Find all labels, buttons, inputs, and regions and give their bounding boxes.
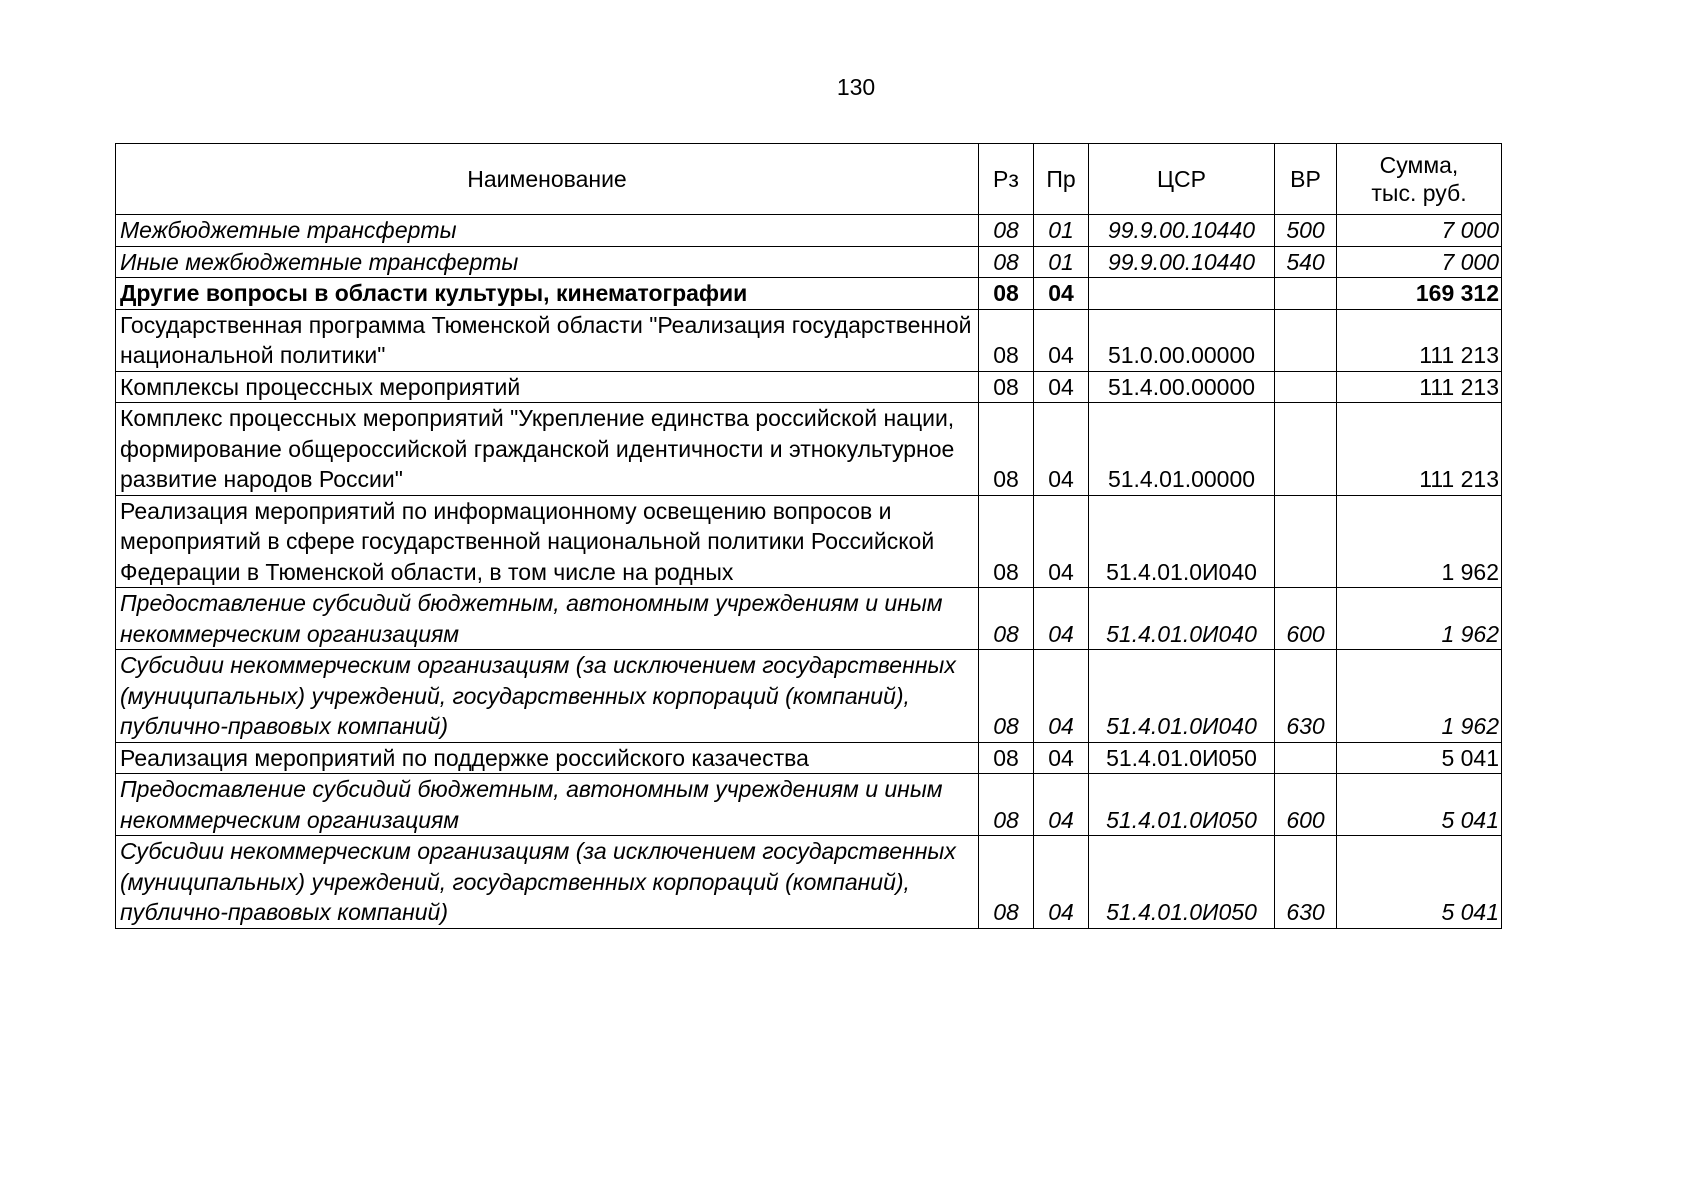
table-row <box>116 742 1502 774</box>
table-body <box>116 215 1502 929</box>
cell-csr: 99.9.00.10440 <box>1089 246 1275 278</box>
cell-csr: 51.4.01.0И040 <box>1089 495 1275 588</box>
cell-vr: 600 <box>1275 774 1337 836</box>
cell-name: Комплексы процессных мероприятий <box>116 371 979 403</box>
cell-csr: 51.4.01.0И040 <box>1089 588 1275 650</box>
budget-table <box>115 143 1502 929</box>
header-csr: ЦСР <box>1089 144 1275 215</box>
cell-rz: 08 <box>979 371 1034 403</box>
cell-vr <box>1275 371 1337 403</box>
cell-pr: 04 <box>1034 588 1089 650</box>
cell-sum: 169 312 <box>1337 278 1502 310</box>
cell-pr: 04 <box>1034 836 1089 929</box>
cell-rz: 08 <box>979 278 1034 310</box>
cell-pr: 01 <box>1034 215 1089 247</box>
table-row <box>116 278 1502 310</box>
cell-pr: 04 <box>1034 371 1089 403</box>
table-row <box>116 371 1502 403</box>
cell-sum: 111 213 <box>1337 371 1502 403</box>
cell-csr: 51.4.01.0И050 <box>1089 836 1275 929</box>
cell-name: Государственная программа Тюменской области "Реализация государственной национальной политики" <box>116 309 979 371</box>
cell-csr: 51.0.00.00000 <box>1089 309 1275 371</box>
cell-rz: 08 <box>979 588 1034 650</box>
cell-rz: 08 <box>979 742 1034 774</box>
cell-pr: 04 <box>1034 495 1089 588</box>
table-row <box>116 836 1502 929</box>
cell-pr: 04 <box>1034 403 1089 496</box>
cell-vr <box>1275 742 1337 774</box>
header-rz: Рз <box>979 144 1034 215</box>
cell-rz: 08 <box>979 836 1034 929</box>
table-row <box>116 650 1502 743</box>
header-sum-line1: Сумма, <box>1379 152 1459 178</box>
cell-vr: 630 <box>1275 836 1337 929</box>
cell-sum: 5 041 <box>1337 774 1502 836</box>
cell-pr: 04 <box>1034 774 1089 836</box>
table-row <box>116 246 1502 278</box>
header-sum <box>1337 144 1502 215</box>
cell-sum: 111 213 <box>1337 403 1502 496</box>
table-row <box>116 309 1502 371</box>
cell-csr: 99.9.00.10440 <box>1089 215 1275 247</box>
cell-rz: 08 <box>979 774 1034 836</box>
cell-name: Реализация мероприятий по информационному освещению вопросов и мероприятий в сфере государственной национальной политики Российской Федерации в Тюменской области, в том числе на родных <box>116 495 979 588</box>
table-row <box>116 403 1502 496</box>
cell-vr: 630 <box>1275 650 1337 743</box>
cell-name: Субсидии некоммерческим организациям (за исключением государственных (муниципальных) учреждений, государственных корпораций (компаний), публично-правовых компаний) <box>116 650 979 743</box>
table-row <box>116 774 1502 836</box>
cell-vr <box>1275 495 1337 588</box>
cell-csr: 51.4.01.0И050 <box>1089 742 1275 774</box>
cell-sum: 111 213 <box>1337 309 1502 371</box>
cell-sum: 1 962 <box>1337 588 1502 650</box>
cell-name: Субсидии некоммерческим организациям (за исключением государственных (муниципальных) учреждений, государственных корпораций (компаний), публично-правовых компаний) <box>116 836 979 929</box>
cell-vr: 540 <box>1275 246 1337 278</box>
cell-rz: 08 <box>979 650 1034 743</box>
cell-vr <box>1275 403 1337 496</box>
cell-pr: 04 <box>1034 278 1089 310</box>
cell-rz: 08 <box>979 246 1034 278</box>
cell-sum: 7 000 <box>1337 215 1502 247</box>
table-row <box>116 588 1502 650</box>
cell-rz: 08 <box>979 403 1034 496</box>
cell-pr: 04 <box>1034 309 1089 371</box>
cell-rz: 08 <box>979 495 1034 588</box>
cell-csr: 51.4.01.0И040 <box>1089 650 1275 743</box>
header-sum-line2: тыс. руб. <box>1371 180 1467 206</box>
header-pr: Пр <box>1034 144 1089 215</box>
cell-name: Реализация мероприятий по поддержке российского казачества <box>116 742 979 774</box>
cell-pr: 04 <box>1034 650 1089 743</box>
cell-name: Предоставление субсидий бюджетным, автономным учреждениям и иным некоммерческим организациям <box>116 774 979 836</box>
cell-name: Предоставление субсидий бюджетным, автономным учреждениям и иным некоммерческим организациям <box>116 588 979 650</box>
cell-vr <box>1275 309 1337 371</box>
cell-sum: 5 041 <box>1337 742 1502 774</box>
cell-name: Иные межбюджетные трансферты <box>116 246 979 278</box>
page-number: 130 <box>836 74 876 100</box>
cell-rz: 08 <box>979 215 1034 247</box>
cell-vr <box>1275 278 1337 310</box>
header-vr: ВР <box>1275 144 1337 215</box>
table-row <box>116 495 1502 588</box>
cell-csr: 51.4.01.00000 <box>1089 403 1275 496</box>
cell-vr: 500 <box>1275 215 1337 247</box>
cell-sum: 1 962 <box>1337 495 1502 588</box>
cell-sum: 1 962 <box>1337 650 1502 743</box>
table-header-row <box>116 144 1502 215</box>
cell-csr: 51.4.01.0И050 <box>1089 774 1275 836</box>
cell-pr: 01 <box>1034 246 1089 278</box>
table-row <box>116 215 1502 247</box>
cell-name: Другие вопросы в области культуры, кинематографии <box>116 278 979 310</box>
cell-name: Комплекс процессных мероприятий "Укрепление единства российской нации, формирование общероссийской гражданской идентичности и этнокультурное развитие народов России" <box>116 403 979 496</box>
cell-rz: 08 <box>979 309 1034 371</box>
cell-name: Межбюджетные трансферты <box>116 215 979 247</box>
cell-pr: 04 <box>1034 742 1089 774</box>
cell-vr: 600 <box>1275 588 1337 650</box>
cell-sum: 5 041 <box>1337 836 1502 929</box>
cell-csr: 51.4.00.00000 <box>1089 371 1275 403</box>
cell-sum: 7 000 <box>1337 246 1502 278</box>
cell-csr <box>1089 278 1275 310</box>
header-name: Наименование <box>116 144 979 215</box>
